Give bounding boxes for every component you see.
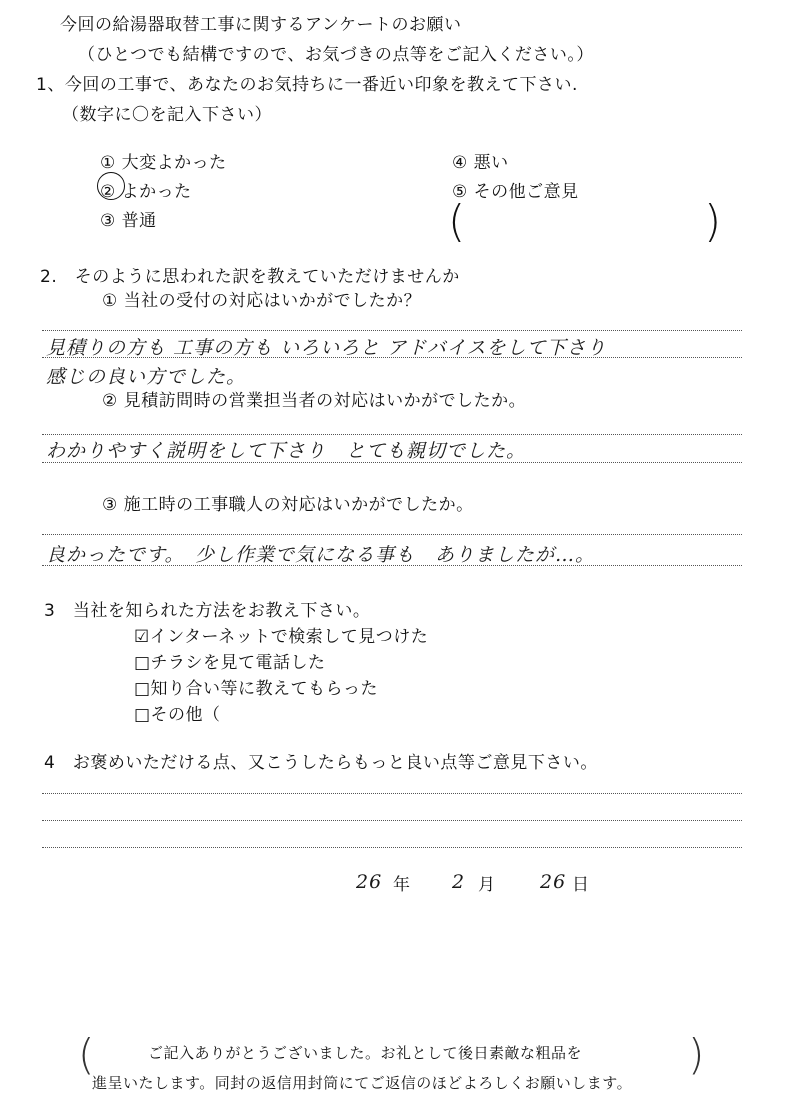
q2-sub2-answer[interactable]: わかりやすく説明をして下さり とても親切でした。 (46, 440, 527, 462)
q2-sub1: ① 当社の受付の対応はいかがでしたか？ (102, 291, 422, 311)
footer-line1: ご記入ありがとうございました。お礼として後日素敵な粗品を (148, 1044, 583, 1062)
q2-sub3-answer[interactable]: 良かったです。 少し作業で気になる事も ありましたが…。 (46, 544, 595, 566)
date-day[interactable]: 26 (540, 871, 567, 893)
q1-option-1[interactable]: ① 大変よかった (100, 153, 227, 173)
q1-option-2[interactable]: ② よかった (100, 182, 192, 202)
date-month-unit: 月 (478, 875, 496, 895)
q2-sub1-answer-line1[interactable]: 見積りの方も 工事の方も いろいろと アドバイスをして下さり (46, 337, 607, 359)
q3-option-acquaintance[interactable]: □知り合い等に教えてもらった (134, 679, 379, 699)
q1-question: 1、今回の工事で、あなたのお気持ちに一番近い印象を教えて下さい. (36, 75, 578, 95)
q2-sub3: ③ 施工時の工事職人の対応はいかがでしたか。 (102, 495, 474, 515)
answer-line (42, 434, 742, 435)
q1-option-5[interactable]: ⑤ その他ご意見 (452, 182, 579, 202)
answer-line (42, 534, 742, 535)
answer-line (42, 462, 742, 463)
answer-line (42, 820, 742, 821)
q3-option-other[interactable]: □その他（ (134, 705, 221, 725)
q3-option-flyer[interactable]: □チラシを見て電話した (134, 653, 326, 673)
answer-line (42, 357, 742, 358)
survey-subtitle: （ひとつでも結構ですので、お気づきの点等をご記入ください。） (78, 45, 594, 65)
q2-question: 2. そのように思われた訳を教えていただけませんか (40, 267, 460, 287)
footer-open-paren: ( (78, 1030, 95, 1079)
answer-line (42, 847, 742, 848)
date-month[interactable]: 2 (452, 871, 466, 893)
selected-answer-circle (97, 172, 125, 200)
footer-close-paren: ) (688, 1030, 705, 1079)
q4-question: 4 お褒めいただける点、又こうしたらもっと良い点等ご意見下さい。 (44, 753, 598, 773)
date-year[interactable]: 26 (356, 871, 383, 893)
q2-sub1-answer-line2[interactable]: 感じの良い方でした。 (46, 366, 247, 388)
answer-line (42, 565, 742, 566)
answer-line (42, 793, 742, 794)
q1-other-open-paren: ( (448, 196, 466, 247)
q1-instruction: （数字に〇を記入下さい） (62, 105, 272, 125)
q1-option-3[interactable]: ③ 普通 (100, 211, 157, 231)
q1-other-close-paren: ) (704, 196, 722, 247)
answer-line (42, 330, 742, 331)
date-day-unit: 日 (572, 875, 590, 895)
survey-title: 今回の給湯器取替工事に関するアンケートのお願い (60, 15, 462, 35)
footer-line2: 進呈いたします。同封の返信用封筒にてご返信のほどよろしくお願いします。 (92, 1074, 633, 1092)
q1-option-4[interactable]: ④ 悪い (452, 153, 509, 173)
date-year-unit: 年 (393, 875, 411, 895)
q2-sub2: ② 見積訪問時の営業担当者の対応はいかがでしたか。 (102, 391, 527, 411)
q3-option-internet[interactable]: ☑インターネットで検索して見つけた (134, 627, 429, 647)
q3-question: 3 当社を知られた方法をお教え下さい。 (44, 601, 371, 621)
